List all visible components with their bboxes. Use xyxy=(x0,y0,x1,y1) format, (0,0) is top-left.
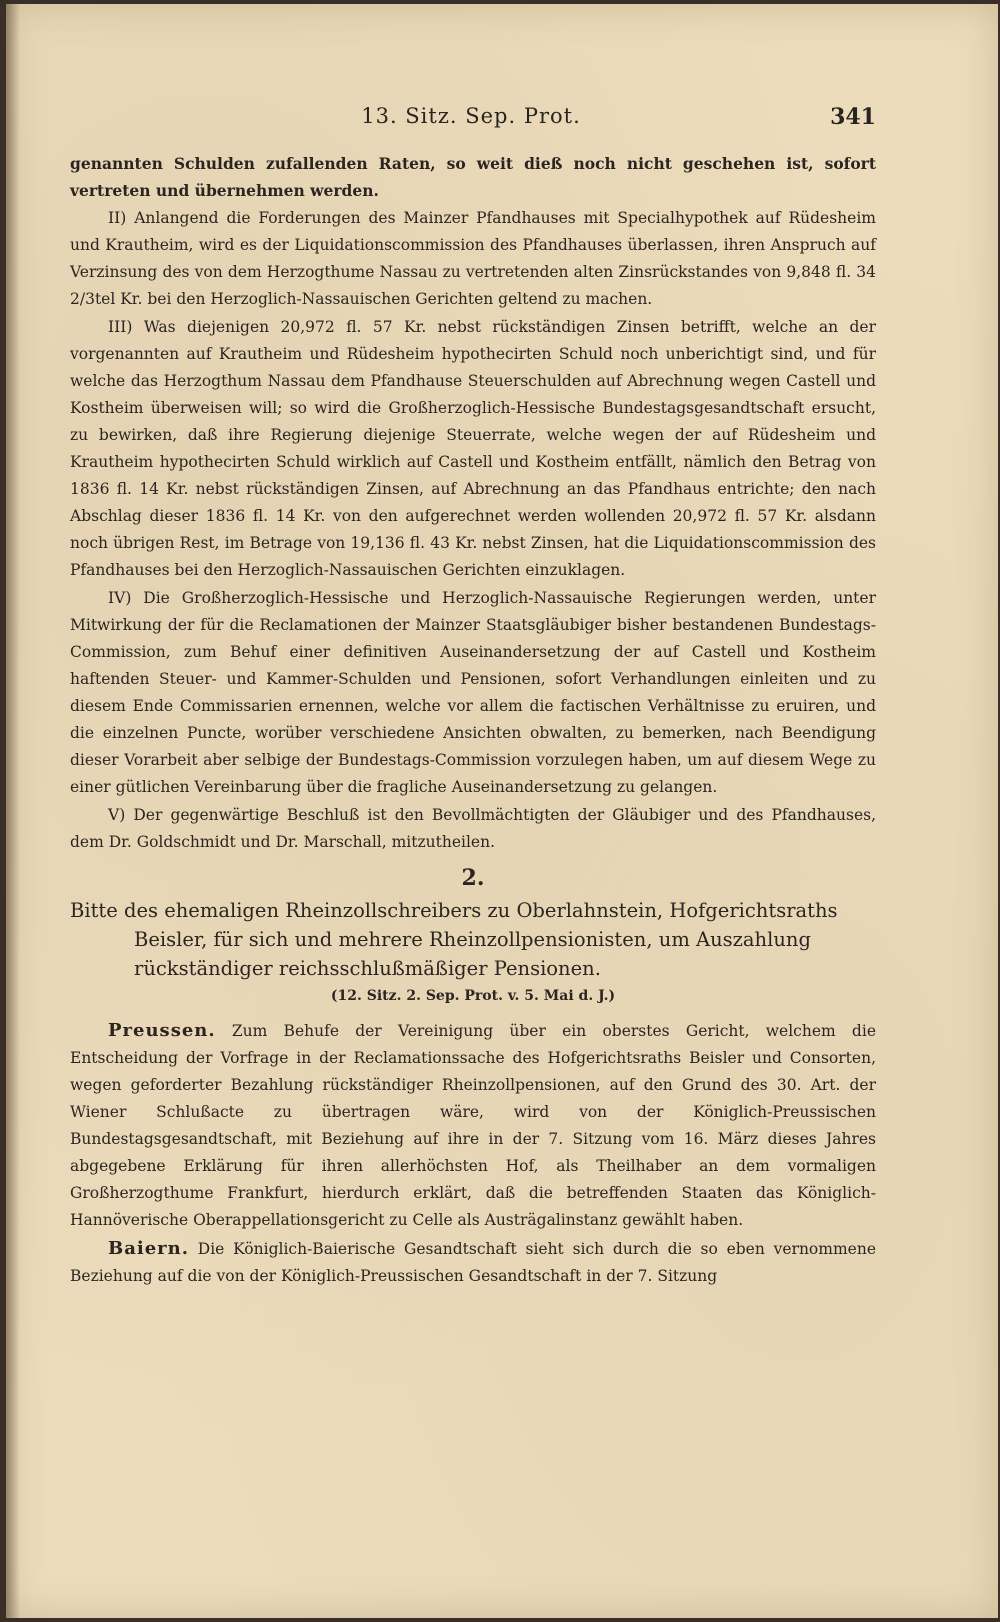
paragraph-continuation: genannten Schulden zufallenden Raten, so weit dieß noch nicht geschehen ist, sofort vertreten und übernehmen werden. xyxy=(70,154,876,200)
statement-text: Die Königlich-Baierische Gesandtschaft sieht sich durch die so eben vernommene Beziehung auf die von der Königlich-Preussischen Gesandtschaft in der 7. Sitzung xyxy=(70,1240,876,1285)
protocol-reference: (12. Sitz. 2. Sep. Prot. v. 5. Mai d. J.) xyxy=(330,988,616,1004)
paragraph-iii: III) Was diejenigen 20,972 fl. 57 Kr. nebst rückständigen Zinsen betrifft, welche an der vorgenannten auf Krautheim und Rüdesheim hypothecirten Schuld noch unberichtigt sind, und für welche das Herzogthum Nassau dem Pfandhause Steuerschulden auf Abrechnung wegen Castell und Kostheim überweisen will; so wird die Großherzoglich-Hessische Bundestagsgesandtschaft ersucht, zu bewirken, daß ihre Regierung diejenige Steuerrate, welche wegen der auf Rüdesheim und Krautheim hypothecirten Schuld wirklich auf Castell und Kostheim entfällt, nämlich den Betrag von 1836 fl. 14 Kr. nebst rückständigen Zinsen, auf Abrechnung an das Pfandhaus entrichte; den nach Abschlag dieser 1836 fl. 14 Kr. von den aufgerechnet werden wollenden 20,972 fl. 57 Kr. alsdann noch übrigen Rest, im Betrage von 19,136 fl. 43 Kr. nebst Zinsen, hat die Liquidationscommission des Pfandhauses bei den Herzoglich-Nassauischen Gerichten einzuklagen. xyxy=(70,318,876,579)
paragraph-ii: II) Anlangend die Forderungen des Mainzer Pfandhauses mit Specialhypothek auf Rüdesheim und Krautheim, wird es der Liquidationscommission des Pfandhauses überlassen, ihren Anspruch auf Verzinsung des von dem Herzogthume Nassau zu vertretenden alten Zinsrückstandes von 9,848 fl. 34 2/3tel Kr. bei den Herzoglich-Nassauischen Gerichten geltend zu machen. xyxy=(70,209,876,308)
section-heading: Bitte des ehemaligen Rheinzollschreibers zu Oberlahnstein, Hofgerichtsraths Beisler, für sich und mehrere Rheinzollpensionisten, um Auszahlung rückständiger reichsschlußmäßiger Pensionen. xyxy=(70,899,838,980)
page-binding-edge xyxy=(6,4,20,1618)
page-header xyxy=(66,104,876,136)
document-page xyxy=(6,4,998,1618)
state-name: Preussen. xyxy=(108,1020,216,1041)
page-body xyxy=(70,150,876,1291)
state-name: Baiern. xyxy=(108,1238,190,1259)
running-header: 13. Sitz. Sep. Prot. xyxy=(361,104,581,128)
paragraph-v: V) Der gegenwärtige Beschluß ist den Bevollmächtigten der Gläubiger und des Pfandhauses, dem Dr. Goldschmidt und Dr. Marschall, mitzutheilen. xyxy=(70,806,876,851)
statement-text: Zum Behufe der Vereinigung über ein oberstes Gericht, welchem die Entscheidung der Vorfrage in der Reclamationssache des Hofgerichtsraths Beisler und Consorten, wegen geforderter Bezahlung rückständiger Rheinzollpensionen, auf den Grund des 30. Art. der Wiener Schlußacte zu übertragen wäre, wird von der Königlich-Preussischen Bundestagsgesandtschaft, mit Beziehung auf ihre in der 7. Sitzung vom 16. März dieses Jahres abgegebene Erklärung für ihren allerhöchsten Hof, als Theilhaber an dem vormaligen Großherzogthume Frankfurt, hierdurch erklärt, daß die betreffenden Staaten das Königlich-Hannöverische Oberappellationsgericht zu Celle als Austrägalinstanz gewählt haben. xyxy=(70,1022,876,1229)
statement-baiern xyxy=(70,1235,876,1290)
page-number: 341 xyxy=(830,104,876,130)
statement-preussen xyxy=(70,1017,876,1234)
paragraph-iv: IV) Die Großherzoglich-Hessische und Herzoglich-Nassauische Regierungen werden, unter Mitwirkung der für die Reclamationen der Mainzer Staatsgläubiger bisher bestandenen Bundestags-Commission, zum Behuf einer definitiven Auseinandersetzung der auf Castell und Kostheim haftenden Steuer- und Kammer-Schulden und Pensionen, sofort Verhandlungen einleiten und zu diesem Ende Commissarien ernennen, welche vor allem die factischen Verhältnisse zu eruiren, und die einzelnen Puncte, worüber verschiedene Ansichten obwalten, zu bemerken, nach Beendigung dieser Vorarbeit aber selbige der Bundestags-Commission vorzulegen haben, um auf diesem Wege zu einer gütlichen Vereinbarung über die fragliche Auseinandersetzung zu gelangen. xyxy=(70,589,876,796)
section-number: 2. xyxy=(461,865,485,891)
